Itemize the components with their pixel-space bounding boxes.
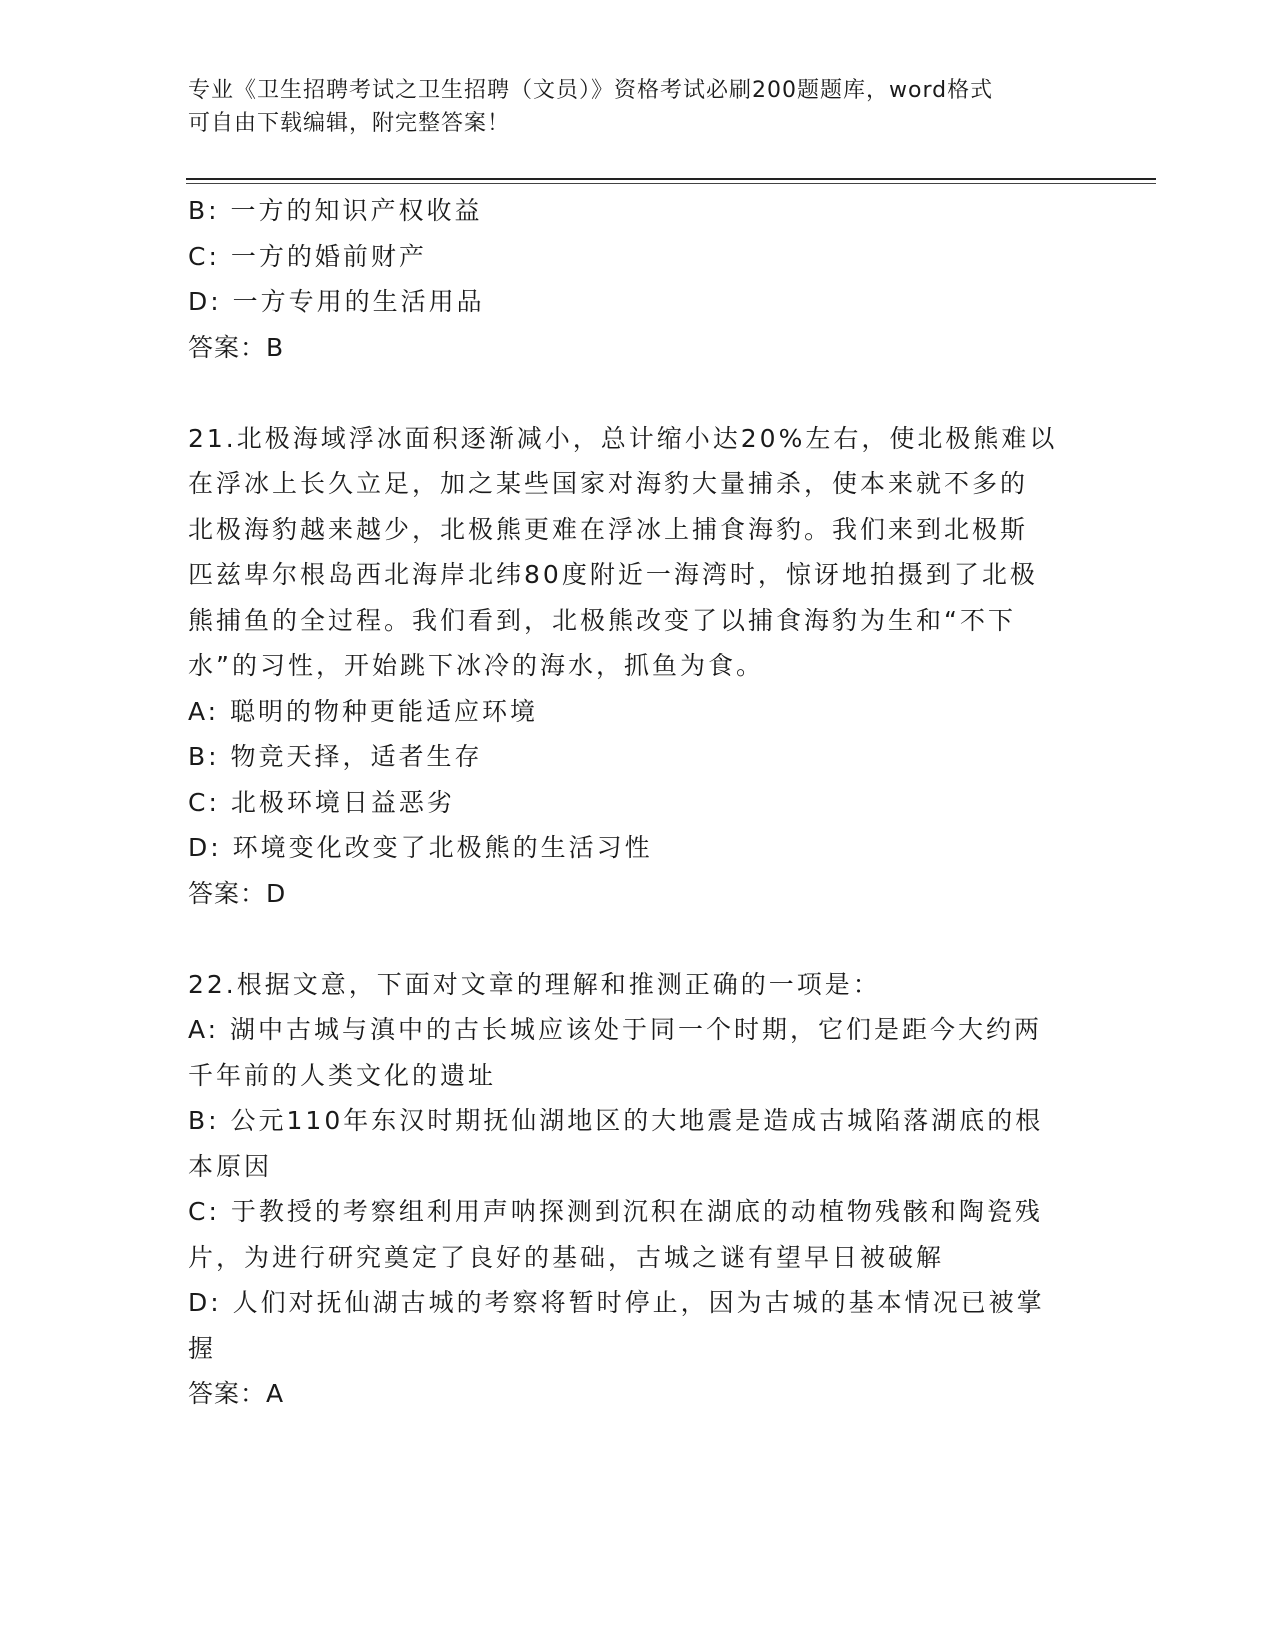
- q22-option-b-line: B: 公元110年东汉时期抚仙湖地区的大地震是造成古城陷落湖底的根: [188, 1106, 1044, 1135]
- q22-option-d-line: D: 人们对抚仙湖古城的考察将暂时停止，因为古城的基本情况已被掌: [188, 1288, 1045, 1317]
- q22-option-c-line: 片，为进行研究奠定了良好的基础，古城之谜有望早日被破解: [188, 1242, 945, 1272]
- q21-option-c: C: 北极环境日益恶劣: [188, 787, 455, 817]
- q22-option-c-line: C: 于教授的考察组利用声呐探测到沉积在湖底的动植物残骸和陶瓷残: [188, 1197, 1043, 1226]
- question-content: [188, 188, 1088, 1417]
- question-21: [188, 416, 1088, 917]
- q22-option-d-line: 握: [188, 1333, 217, 1363]
- q20-option-d: D: 一方专用的生活用品: [188, 287, 485, 316]
- q22-option-a-line: 千年前的人类文化的遗址: [188, 1060, 497, 1090]
- question-22: [188, 962, 1088, 1417]
- q20-answer: 答案：B: [188, 332, 285, 362]
- q22-answer: 答案：A: [188, 1379, 285, 1408]
- question-20-tail: [188, 188, 1088, 370]
- q21-answer: 答案：D: [188, 878, 287, 908]
- q21-stem-line: 匹兹卑尔根岛西北海岸北纬80度附近一海湾时，惊讶地拍摄到了北极: [188, 560, 1038, 589]
- q21-stem-line: 熊捕鱼的全过程。我们看到，北极熊改变了以捕食海豹为生和“不下: [188, 605, 1016, 635]
- q20-option-b: B: 一方的知识产权收益: [188, 196, 483, 225]
- spacer: [188, 370, 1088, 416]
- header-line-2: 可自由下载编辑，附完整答案！: [188, 111, 511, 136]
- q22-option-a-line: A: 湖中古城与滇中的古长城应该处于同一个时期，它们是距今大约两: [188, 1015, 1043, 1044]
- q21-option-b: B: 物竞天择，适者生存: [188, 742, 483, 771]
- page-header: [188, 74, 1068, 140]
- q21-stem-line: 北极海豹越来越少，北极熊更难在浮冰上捕食海豹。我们来到北极斯: [188, 514, 1029, 544]
- q21-stem-line: 21.北极海域浮冰面积逐渐减小，总计缩小达20%左右，使北极熊难以: [188, 423, 1058, 453]
- q21-option-a: A: 聪明的物种更能适应环境: [188, 696, 539, 726]
- q21-stem-line: 在浮冰上长久立足，加之某些国家对海豹大量捕杀，使本来就不多的: [188, 469, 1029, 498]
- spacer: [188, 916, 1088, 962]
- q22-stem: 22.根据文意，下面对文章的理解和推测正确的一项是：: [188, 969, 881, 999]
- q21-stem-line: 水”的习性，开始跳下冰冷的海水，抓鱼为食。: [188, 651, 764, 680]
- header-rule-thick: [186, 178, 1156, 180]
- header-rule-thin: [186, 183, 1156, 184]
- header-line-1: 专业《卫生招聘考试之卫生招聘（文员）》资格考试必刷200题题库，word格式: [188, 78, 994, 103]
- q21-option-d: D: 环境变化改变了北极熊的生活习性: [188, 833, 653, 862]
- q22-option-b-line: 本原因: [188, 1151, 273, 1181]
- q20-option-c: C: 一方的婚前财产: [188, 241, 427, 271]
